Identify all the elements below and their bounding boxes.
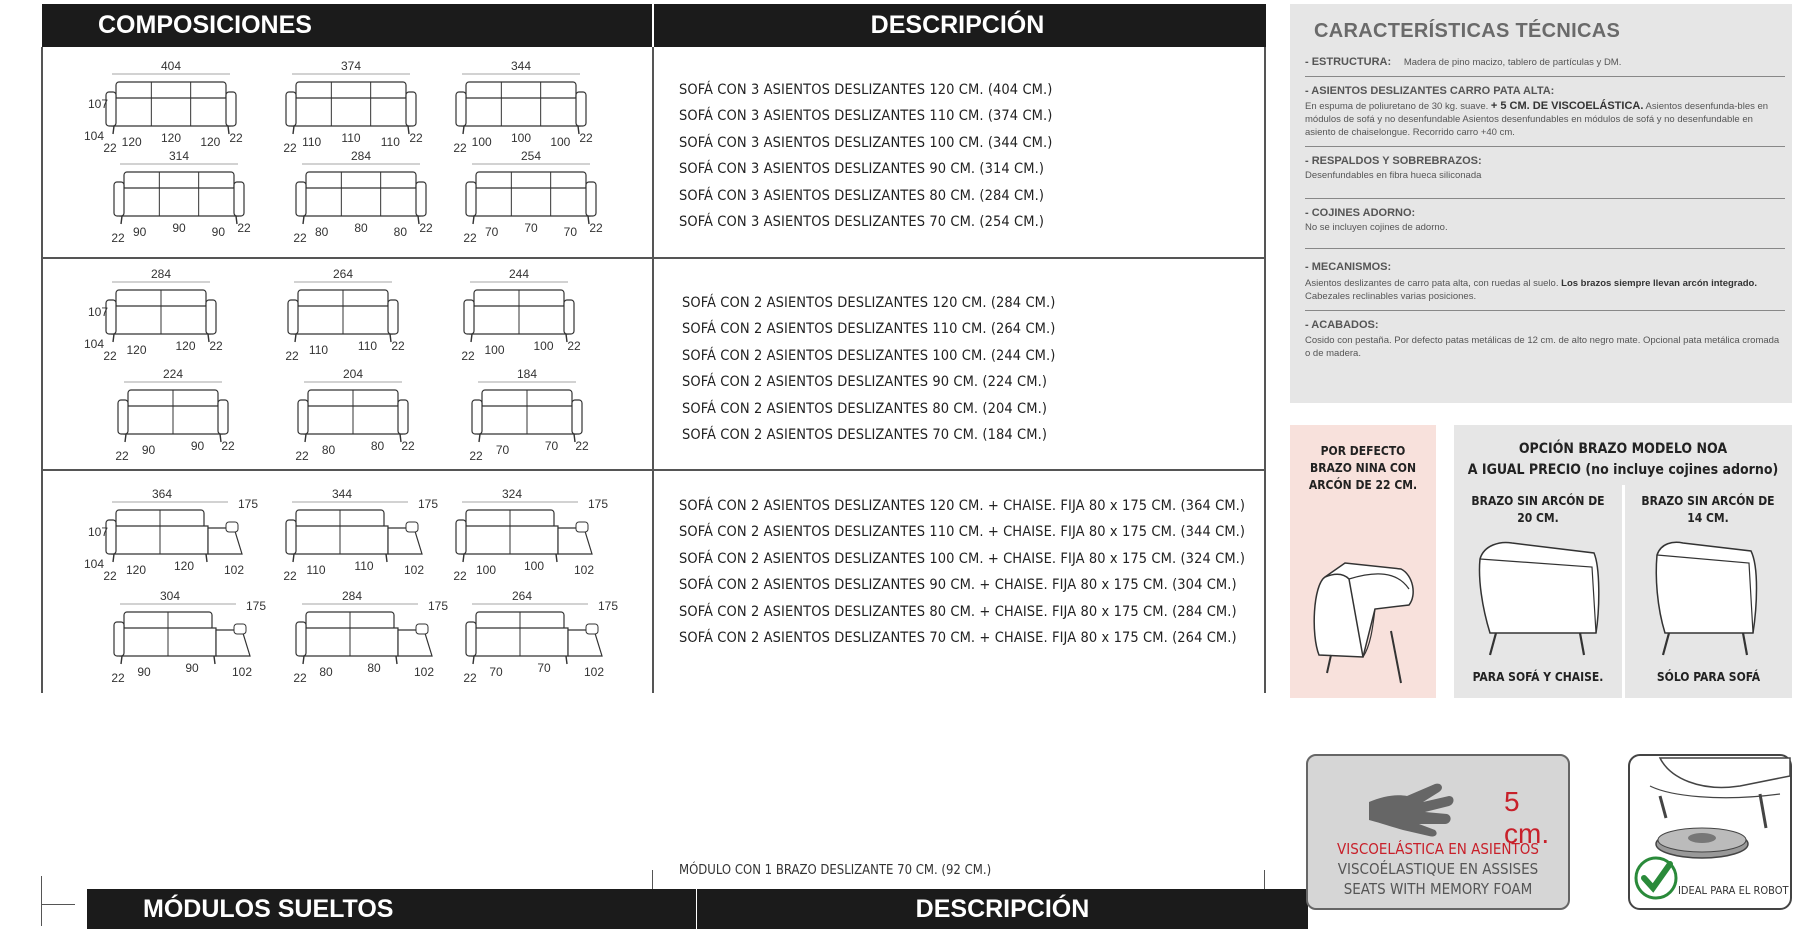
partial-border-left: [652, 870, 653, 890]
row-1-descriptions: [679, 77, 1052, 235]
sofa-arm: [298, 400, 308, 434]
description-header: [653, 4, 1266, 47]
arm-label: 22: [111, 231, 125, 245]
sofa-leg: [566, 656, 567, 664]
depth-label: 104: [84, 129, 105, 143]
sofa-body: [472, 188, 590, 216]
opt1-caption: PARA SOFÁ Y CHAISE.: [1472, 670, 1604, 684]
arm-label: 22: [229, 131, 243, 145]
width-label: 324: [501, 487, 523, 501]
sofa-figure: [450, 60, 620, 160]
seat-width-label: 70: [537, 661, 551, 675]
sofa-figure: [108, 590, 278, 690]
robot-label: IDEAL PARA EL ROBOT: [1678, 884, 1789, 897]
sofa-leg: [125, 434, 126, 442]
width-label: 284: [150, 267, 172, 281]
chaise-width-label: 102: [223, 563, 245, 577]
header-divider: [652, 4, 654, 47]
arm-label: 22: [589, 221, 603, 235]
sofa-arm: [406, 92, 416, 126]
arm-label: 22: [293, 671, 307, 685]
sofa-arm: [226, 92, 236, 126]
width-label: 254: [520, 149, 542, 163]
cushions-text: No se incluyen cojines de adorno.: [1305, 222, 1448, 233]
seat-width-label: 80: [370, 439, 385, 453]
sofa-figure: [458, 268, 628, 368]
description-line: SOFÁ CON 2 ASIENTOS DESLIZANTES 80 CM. + CHAISE. FIJA 80 x 175 CM. (284 CM.): [679, 603, 1237, 620]
seat-width-label: 90: [132, 225, 147, 239]
tech-sections: [1305, 56, 1785, 360]
sofa-arm: [296, 622, 306, 656]
description-line: SOFÁ CON 3 ASIENTOS DESLIZANTES 100 CM. (344 CM.): [679, 134, 1053, 151]
seat-width-label: 80: [393, 225, 408, 239]
default-arm-box: [1290, 425, 1436, 698]
description-line: SOFÁ CON 2 ASIENTOS DESLIZANTES 70 CM. (184 CM.): [682, 427, 1048, 444]
sofa-arm: [286, 92, 296, 126]
hand-icon: [1363, 766, 1463, 844]
chaise-length-label: 175: [237, 497, 259, 511]
check-icon: [1632, 854, 1680, 902]
seat-width-label: 120: [126, 343, 147, 357]
backs-label: - RESPALDOS Y SOBREBRAZOS:: [1305, 155, 1482, 167]
seat-width-label: 110: [302, 135, 322, 149]
sofa-leg: [113, 554, 114, 562]
foam-line-en: SEATS WITH MEMORY FOAM: [1343, 880, 1533, 898]
width-label: 264: [332, 267, 354, 281]
opt2-caption: SÓLO PARA SOFÁ: [1656, 670, 1761, 684]
seat-width-label: 90: [141, 443, 156, 457]
sofa-body: [292, 98, 410, 126]
noa-arm-20-icon: [1476, 537, 1606, 657]
separator: [1305, 310, 1785, 311]
sofa-leg: [396, 656, 397, 664]
sofa-figure: [84, 487, 259, 588]
depth-label: 104: [84, 337, 105, 351]
option-title-1: OPCIÓN BRAZO MODELO NOA: [1518, 441, 1728, 457]
seat-width-label: 90: [211, 225, 226, 239]
seat-width-label: 120: [125, 563, 147, 577]
description-line: SOFÁ CON 3 ASIENTOS DESLIZANTES 120 CM. (404 CM.): [679, 82, 1053, 98]
arm-label: 22: [295, 449, 309, 463]
compositions-header-label: COMPOSICIONES: [98, 11, 312, 39]
arm-label: 22: [391, 339, 405, 353]
row-2-descriptions: [682, 290, 1055, 448]
opt2-text: BRAZO SIN ARCÓN DE 14 CM.: [1641, 494, 1775, 525]
seat-width-label: 100: [523, 559, 545, 573]
sofa-figure: [280, 488, 450, 588]
finish-text: Cosido con pestaña. Por defecto patas metálicas de 12 cm. de alto negro mate. Opcional pata metálica cromada o de madera.: [1305, 335, 1780, 359]
sofa-figure: [282, 268, 452, 368]
sofa-leg: [386, 554, 387, 562]
width-label: 364: [151, 487, 173, 501]
sofa-figure: [290, 590, 460, 690]
sofa-arm: [114, 182, 124, 216]
noa-arm-14-icon: [1651, 537, 1765, 657]
partial-border-right: [1264, 870, 1265, 890]
description-line: SOFÁ CON 3 ASIENTOS DESLIZANTES 90 CM. (314 CM.): [679, 161, 1045, 178]
sofa-arm: [388, 300, 398, 334]
arm-label: 22: [221, 439, 235, 453]
sofa-figure: [292, 368, 462, 468]
seat-width-label: 80: [319, 665, 333, 679]
foam-amount: 5 cm.: [1504, 786, 1550, 849]
seat-width-label: 110: [357, 339, 378, 353]
description-line: SOFÁ CON 2 ASIENTOS DESLIZANTES 90 CM. (224 CM.): [682, 374, 1048, 391]
seat-width-label: 100: [550, 135, 571, 149]
sofa-leg: [293, 126, 294, 134]
arm-label: 22: [209, 339, 223, 353]
seat-width-label: 110: [308, 343, 329, 357]
option-title-2: A IGUAL PRECIO (no incluye cojines adorno): [1467, 462, 1779, 478]
seat-width-label: 110: [380, 135, 400, 149]
seat-width-label: 70: [524, 221, 538, 235]
chaise-width-label: 102: [573, 563, 595, 577]
finish-label: - ACABADOS:: [1305, 319, 1379, 331]
sofa-arm: [586, 182, 596, 216]
structure-text: Madera de pino macizo, tablero de partículas y DM.: [1403, 57, 1622, 68]
chaise-width-label: 102: [403, 563, 425, 577]
arm-label: 22: [579, 131, 593, 145]
sofa-arm: [114, 622, 124, 656]
description-header-label: DESCRIPCIÓN: [870, 11, 1045, 39]
partial-border-left2: [41, 876, 42, 926]
sofa-arm: [576, 92, 586, 126]
seat-width-label: 80: [354, 221, 368, 235]
seat-width-label: 80: [321, 443, 336, 457]
chaise-width-label: 102: [413, 665, 435, 679]
sofa-leg: [113, 126, 114, 134]
arm-label: 22: [103, 569, 117, 583]
mech-label: - MECANISMOS:: [1305, 261, 1392, 273]
arm-label: 22: [463, 231, 477, 245]
sofa-leg: [473, 216, 474, 224]
seat-width-label: 70: [563, 225, 578, 239]
description-line: SOFÁ CON 3 ASIENTOS DESLIZANTES 110 CM. (374 CM.): [679, 108, 1053, 125]
height-label: 107: [88, 97, 109, 111]
description-line: SOFÁ CON 2 ASIENTOS DESLIZANTES 110 CM. + CHAISE. FIJA 80 x 175 CM. (344 CM.): [679, 524, 1246, 541]
sofa-arm: [456, 520, 466, 554]
description-line: SOFÁ CON 2 ASIENTOS DESLIZANTES 80 CM. (204 CM.): [682, 400, 1048, 417]
width-label: 404: [160, 59, 182, 73]
modules-description-label: DESCRIPCIÓN: [915, 894, 1090, 923]
arm-label: 22: [103, 349, 117, 363]
separator: [1305, 248, 1785, 249]
sofa-arm: [564, 300, 574, 334]
seat-width-label: 80: [367, 661, 381, 675]
separator: [1305, 76, 1785, 77]
sofa-leg: [473, 656, 474, 664]
sofa-figure: [450, 488, 620, 588]
chaise-width-label: 102: [583, 665, 605, 679]
chaise-cushion: [586, 624, 598, 634]
width-label: 224: [162, 367, 184, 381]
seat-width-label: 70: [544, 439, 559, 453]
description-line: SOFÁ CON 3 ASIENTOS DESLIZANTES 80 CM. (284 CM.): [679, 187, 1045, 204]
separator: [1305, 146, 1785, 147]
arm-label: 22: [283, 569, 297, 583]
arm-label: 22: [461, 349, 475, 363]
arm-label: 22: [469, 449, 483, 463]
chaise-length-label: 175: [427, 599, 449, 613]
foam-line-fr: VISCOÉLASTIQUE EN ASSISES: [1337, 860, 1539, 878]
sofa-leg: [479, 434, 480, 442]
sofa-arm: [218, 400, 228, 434]
sofa-backrest: [306, 172, 416, 190]
sofa-figure: [460, 590, 630, 690]
arm-label: 22: [285, 349, 299, 363]
description-line: SOFÁ CON 2 ASIENTOS DESLIZANTES 120 CM. + CHAISE. FIJA 80 x 175 CM. (364 CM.): [679, 498, 1246, 514]
row-3-descriptions: [679, 493, 1245, 651]
tech-panel: [1290, 4, 1792, 403]
seat-width-label: 70: [484, 225, 499, 239]
width-label: 184: [516, 367, 538, 381]
nina-arm-icon: [1305, 535, 1425, 685]
foam-line-es: VISCOELÁSTICA EN ASIENTOS: [1337, 840, 1539, 858]
chaise-width-label: 102: [231, 665, 253, 679]
option-divider: [1622, 485, 1625, 698]
width-label: 344: [331, 487, 353, 501]
sofa-figure: [280, 60, 450, 160]
description-line: SOFÁ CON 2 ASIENTOS DESLIZANTES 100 CM. + CHAISE. FIJA 80 x 175 CM. (324 CM.): [679, 550, 1246, 567]
seat-width-label: 110: [354, 559, 374, 573]
seat-width-label: 100: [533, 339, 554, 353]
sofa-arm: [288, 300, 298, 334]
sofa-leg: [303, 656, 304, 664]
width-label: 204: [342, 367, 364, 381]
sofa-figure: [112, 368, 282, 468]
modules-description-header: [697, 889, 1308, 929]
table-right-border: [1264, 47, 1266, 693]
sofa-leg: [206, 554, 207, 562]
row-divider-1: [41, 257, 1266, 259]
sofa-leg: [113, 334, 114, 342]
width-label: 314: [168, 149, 190, 163]
sofa-arm: [416, 182, 426, 216]
modules-header: [87, 889, 696, 929]
width-label: 244: [508, 267, 530, 281]
compositions-header: [42, 4, 653, 47]
sofa-body: [112, 98, 230, 126]
arm-label: 22: [283, 141, 297, 155]
sofa-arm: [466, 182, 476, 216]
row-divider-2: [41, 469, 1266, 471]
seat-width-label: 90: [172, 221, 186, 235]
description-line: SOFÁ CON 2 ASIENTOS DESLIZANTES 120 CM. (284 CM.): [682, 295, 1056, 311]
description-line: SOFÁ CON 3 ASIENTOS DESLIZANTES 70 CM. (254 CM.): [679, 214, 1045, 231]
seats-label: - ASIENTOS DESLIZANTES CARRO PATA ALTA:: [1305, 85, 1555, 97]
backs-text: Desenfundables en fibra hueca siliconada: [1305, 170, 1482, 181]
sofa-backrest: [476, 172, 586, 190]
seat-width-label: 110: [341, 131, 361, 145]
seat-width-label: 70: [495, 443, 510, 457]
chaise-cushion: [576, 522, 588, 532]
width-label: 284: [341, 589, 363, 603]
sofa-figure: [460, 150, 630, 250]
sofa-body: [462, 98, 580, 126]
arm-label: 22: [401, 439, 415, 453]
sofa-arm: [466, 622, 476, 656]
seat-width-label: 90: [137, 665, 151, 679]
mech-text: Asientos deslizantes de carro pata alta, con ruedas al suelo. Los brazos siempre llevan arcón integrado. Cabezales reclinables varias posiciones.: [1305, 278, 1758, 302]
sofa-arm: [296, 182, 306, 216]
table-left-border: [41, 47, 43, 693]
sofa-arm: [472, 400, 482, 434]
sofa-figure: [84, 59, 258, 160]
structure-row: [1305, 56, 1785, 69]
sofa-backrest: [296, 82, 406, 100]
sofa-figure: [84, 267, 258, 368]
sofa-arm: [456, 92, 466, 126]
opt1-text: BRAZO SIN ARCÓN DE 20 CM.: [1471, 494, 1605, 525]
sofa-figure: [466, 368, 636, 468]
sofa-leg: [305, 434, 306, 442]
arm-label: 22: [111, 671, 125, 685]
seats-text-bold: + 5 CM. DE VISCOELÁSTICA.: [1490, 100, 1644, 112]
width-label: 344: [510, 59, 532, 73]
description-line: SOFÁ CON 2 ASIENTOS DESLIZANTES 100 CM. (244 CM.): [682, 347, 1056, 364]
seat-width-label: 110: [306, 563, 326, 577]
description-line: SOFÁ CON 2 ASIENTOS DESLIZANTES 110 CM. (264 CM.): [682, 321, 1056, 338]
seat-width-label: 70: [489, 665, 503, 679]
sofa-leg: [214, 656, 215, 664]
height-label: 107: [88, 525, 109, 539]
sofa-leg: [303, 216, 304, 224]
sofa-backrest: [124, 172, 234, 190]
arm-label: 22: [453, 569, 467, 583]
seat-width-label: 80: [314, 225, 329, 239]
sofa-arm: [572, 400, 582, 434]
sofa-arm: [286, 520, 296, 554]
sofa-leg: [121, 656, 122, 664]
description-line: SOFÁ CON 2 ASIENTOS DESLIZANTES 90 CM. + CHAISE. FIJA 80 x 175 CM. (304 CM.): [679, 577, 1237, 594]
arm-label: 22: [409, 131, 423, 145]
arm-label: 22: [567, 339, 581, 353]
description-line: SOFÁ CON 2 ASIENTOS DESLIZANTES 70 CM. + CHAISE. FIJA 80 x 175 CM. (264 CM.): [679, 630, 1237, 647]
modules-header-label: MÓDULOS SUELTOS: [143, 894, 394, 923]
seat-width-label: 120: [160, 131, 182, 145]
chaise-length-label: 175: [417, 497, 439, 511]
sofa-leg: [556, 554, 557, 562]
chaise-cushion: [406, 522, 418, 532]
memory-foam-badge: [1306, 754, 1570, 910]
sofa-arm: [234, 182, 244, 216]
width-label: 284: [350, 149, 372, 163]
arm-label: 22: [115, 449, 129, 463]
height-label: 107: [88, 305, 109, 319]
robot-badge: [1628, 754, 1792, 910]
seat-width-label: 90: [185, 661, 199, 675]
seat-width-label: 90: [190, 439, 205, 453]
partial-description-line: MÓDULO CON 1 BRAZO DESLIZANTE 70 CM. (92 CM.): [679, 863, 992, 878]
seat-width-label: 100: [484, 343, 505, 357]
arm-label: 22: [419, 221, 433, 235]
chaise-cushion: [226, 522, 238, 532]
sofa-backrest: [466, 82, 576, 100]
chaise-length-label: 175: [587, 497, 609, 511]
chaise-length-label: 175: [245, 599, 267, 613]
sofa-body: [120, 188, 238, 216]
arm-label: 22: [237, 221, 251, 235]
sofa-arm: [464, 300, 474, 334]
sofa-backrest: [116, 82, 226, 100]
depth-label: 104: [84, 557, 105, 571]
table-middle-border: [652, 47, 654, 693]
seat-width-label: 100: [510, 131, 532, 145]
seat-width-label: 120: [175, 339, 196, 353]
chaise-cushion: [234, 624, 246, 634]
cushions-label: - COJINES ADORNO:: [1305, 207, 1416, 219]
sofa-leg: [293, 554, 294, 562]
arm-label: 22: [463, 671, 477, 685]
seat-width-label: 120: [200, 135, 221, 149]
separator: [1305, 198, 1785, 199]
chaise-cushion: [416, 624, 428, 634]
seat-width-label: 100: [471, 135, 492, 149]
width-label: 304: [159, 589, 181, 603]
sofa-arm: [398, 400, 408, 434]
arm-label: 22: [103, 141, 117, 155]
sofa-leg: [463, 554, 464, 562]
arm-label: 22: [575, 439, 589, 453]
seats-text: En espuma de poliuretano de 30 kg. suave. + 5 CM. DE VISCOELÁSTICA. Asientos desenfunda-bles en módulos de sofá y no desenfundable Asientos desenfundables en módulos de sofá y no desenfundable en asiento de chaiselongue. Recorrido carro +40 cm.: [1305, 100, 1769, 138]
sofa-body: [302, 188, 420, 216]
width-label: 264: [511, 589, 533, 603]
seat-width-label: 120: [121, 135, 142, 149]
tech-title: CARACTERÍSTICAS TÉCNICAS: [1314, 20, 1621, 42]
sofa-arm: [206, 300, 216, 334]
sofa-figure: [290, 150, 460, 250]
arm-label: 22: [293, 231, 307, 245]
seat-width-label: 120: [173, 559, 195, 573]
sofa-leg: [295, 334, 296, 342]
sofa-figure: [108, 150, 278, 250]
default-arm-text: POR DEFECTO BRAZO NINA CON ARCÓN DE 22 CM.: [1308, 444, 1418, 492]
structure-label: - ESTRUCTURA:: [1305, 56, 1392, 68]
seat-width-label: 100: [475, 563, 497, 577]
arm-label: 22: [453, 141, 467, 155]
partial-tick: [41, 904, 75, 905]
sofa-leg: [121, 216, 122, 224]
sofa-arm: [118, 400, 128, 434]
width-label: 374: [340, 59, 362, 73]
option-arm-box: [1454, 425, 1792, 698]
sofa-leg: [471, 334, 472, 342]
sofa-leg: [463, 126, 464, 134]
chaise-length-label: 175: [597, 599, 619, 613]
